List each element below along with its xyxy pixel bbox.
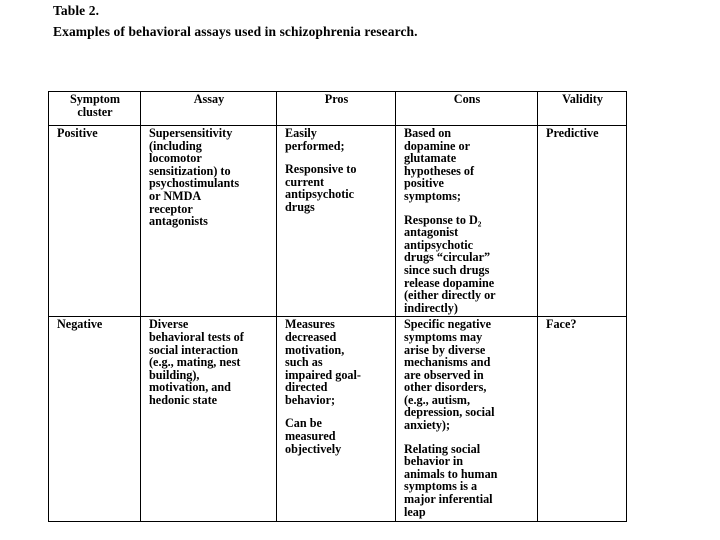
pros-text: Responsive to current antipsychotic drugs: [285, 162, 357, 214]
cell-cons: [396, 317, 538, 522]
cell-assay: [141, 317, 277, 522]
header-validity: Validity: [538, 92, 627, 126]
table-caption: Examples of behavioral assays used in schizophrenia research.: [53, 24, 418, 39]
cell-pros: [277, 317, 396, 522]
table-row: [49, 126, 627, 317]
cons-text: Based on dopamine or glutamate hypotheses of positive symptoms;: [404, 126, 475, 203]
header-symptom-cluster: Symptom cluster: [49, 92, 141, 126]
cell-validity: Face?: [538, 317, 627, 522]
cell-pros: [277, 126, 396, 317]
cons-text: Specific negative symptoms may arise by diverse mechanisms and are observed in other disorders, (e.g., autism, depression, social anxiety);: [404, 317, 495, 433]
cell-symptom-cluster: Positive: [49, 126, 141, 317]
cons-text: Response to D₂ antagonist antipsychotic drugs “circular” since such drugs release dopamine (either directly or indirectly): [404, 212, 496, 315]
cell-cons: [396, 126, 538, 317]
pros-text: Can be measured objectively: [285, 416, 342, 456]
table-label: Table 2.: [53, 3, 100, 18]
cell-assay: [141, 126, 277, 317]
cell-symptom-cluster: Negative: [49, 317, 141, 522]
assay-text: Diverse behavioral tests of social interaction (e.g., mating, nest building), motivation, and hedonic state: [149, 317, 244, 407]
cons-text: Relating social behavior in animals to human symptoms is a major inferential leap: [404, 441, 498, 519]
table-header-row: [49, 92, 627, 126]
header-cons: Cons: [396, 92, 538, 126]
header-pros: Pros: [277, 92, 396, 126]
table-row: [49, 317, 627, 522]
cell-validity: Predictive: [538, 126, 627, 317]
assay-text: Supersensitivity (including locomotor sensitization) to psychostimulants or NMDA receptor antagonists: [149, 126, 240, 229]
pros-text: Easily performed;: [285, 126, 345, 153]
pros-text: Measures decreased motivation, such as impaired goal- directed behavior;: [285, 317, 361, 407]
header-assay: Assay: [141, 92, 277, 126]
behavioral-assays-table: [48, 91, 627, 522]
